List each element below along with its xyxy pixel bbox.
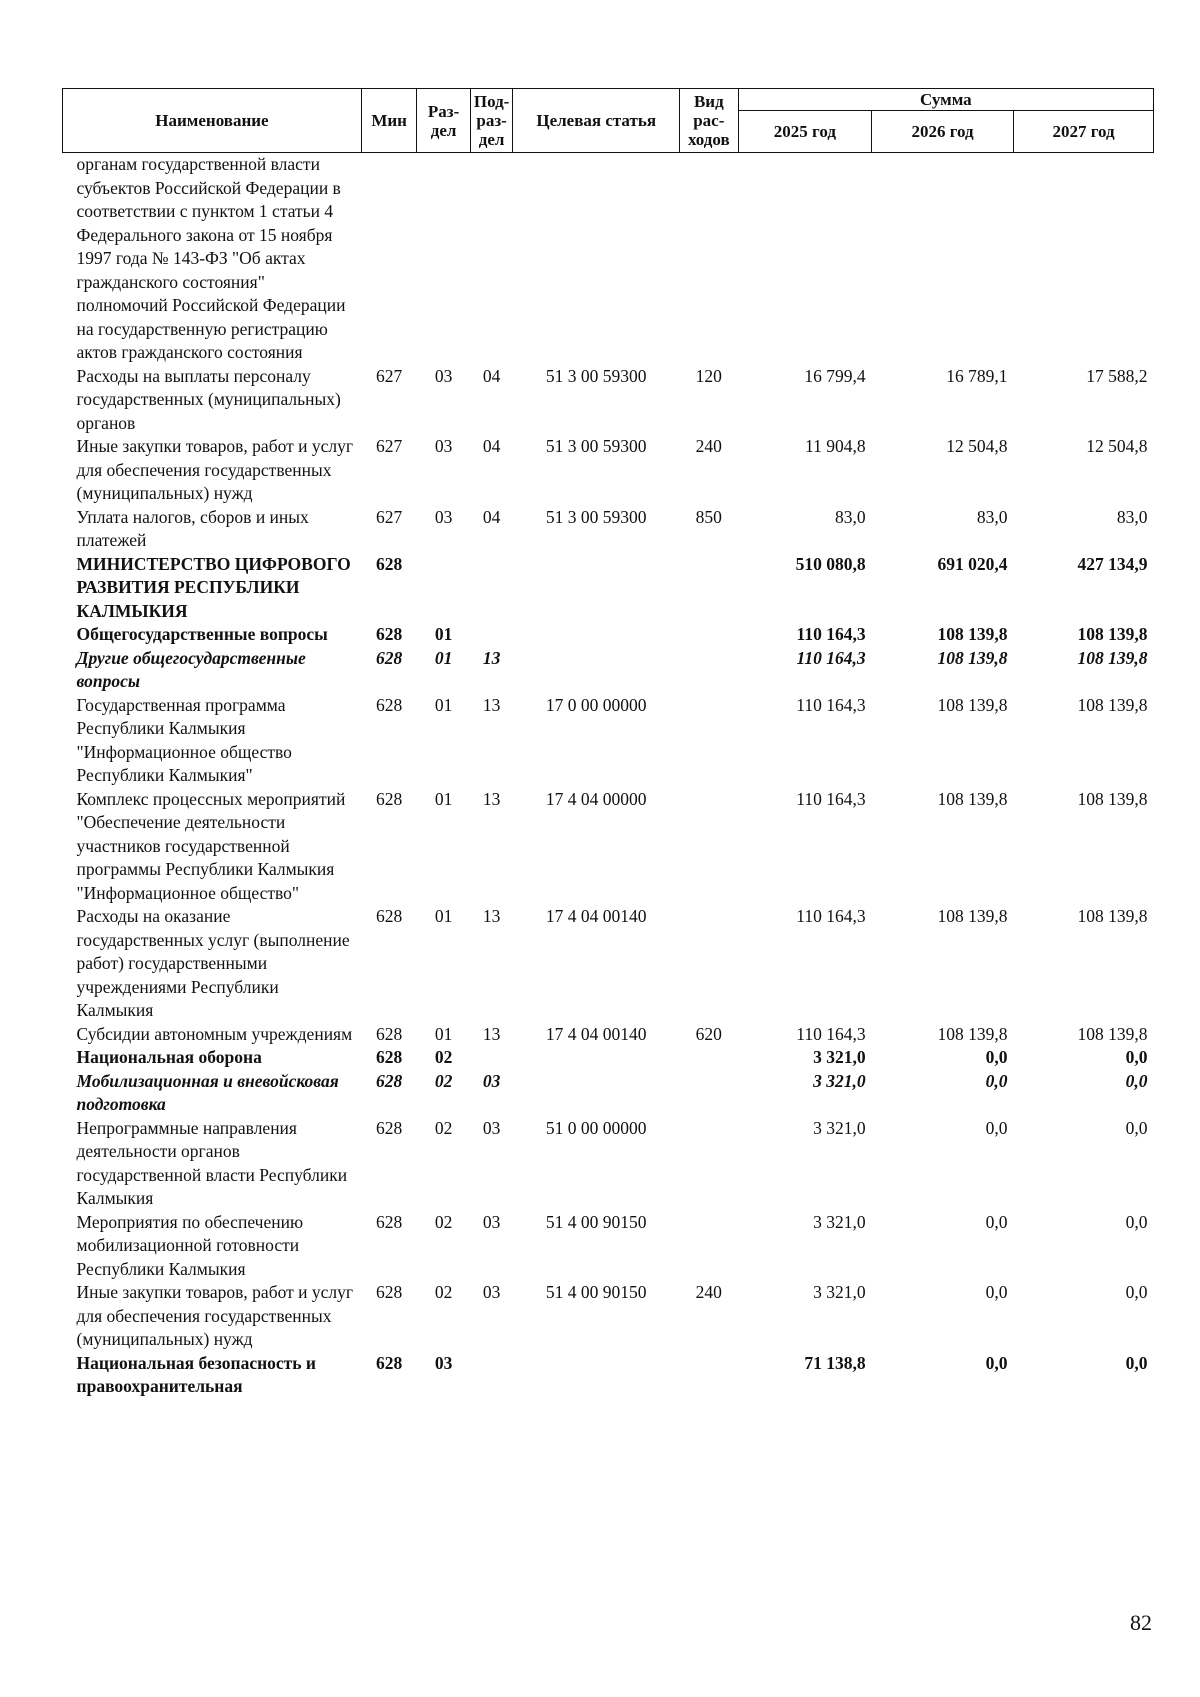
cell-2026: 12 504,8 — [946, 436, 1008, 456]
cell-2025: 110 164,3 — [796, 694, 866, 715]
cell-tselevaya — [513, 153, 680, 365]
cell-razdel: 02 — [434, 1282, 453, 1302]
cell-tselevaya — [513, 1046, 680, 1070]
cell-vid — [679, 647, 738, 694]
cell-min: 628 — [376, 1282, 403, 1302]
cell-2026: 83,0 — [976, 506, 1008, 527]
cell-tselevaya: 51 3 00 59300 — [545, 506, 647, 527]
cell-min: 628 — [376, 788, 403, 809]
cell-vid — [679, 153, 738, 365]
cell-2027: 83,0 — [1116, 506, 1148, 527]
budget-table — [62, 88, 1154, 1399]
cell-vid — [679, 553, 738, 624]
cell-razdel: 02 — [434, 1070, 453, 1091]
cell-name: Национальная оборона — [76, 1047, 262, 1067]
cell-name: Общегосударственные вопросы — [76, 624, 328, 644]
cell-2027: 108 139,8 — [1077, 647, 1148, 668]
cell-vid: 120 — [695, 365, 722, 386]
cell-2025: 3 321,0 — [813, 1070, 866, 1091]
cell-2025: 110 164,3 — [796, 647, 866, 668]
cell-2025: 110 164,3 — [796, 788, 866, 809]
cell-vid — [679, 905, 738, 1023]
cell-2026: 108 139,8 — [937, 1023, 1008, 1044]
cell-podrazdel: 04 — [482, 436, 501, 456]
cell-2025: 71 138,8 — [804, 1352, 866, 1373]
cell-min: 627 — [376, 365, 403, 386]
cell-2026: 108 139,8 — [937, 694, 1008, 715]
cell-tselevaya — [513, 623, 680, 647]
cell-podrazdel: 13 — [482, 788, 501, 809]
cell-razdel — [417, 553, 470, 624]
cell-2027: 108 139,8 — [1077, 788, 1148, 809]
table-row — [63, 1281, 1154, 1352]
cell-podrazdel — [470, 153, 513, 365]
cell-vid — [679, 1352, 738, 1399]
cell-name: Иные закупки товаров, работ и услуг для обеспечения государственных (муниципальных) нужд — [76, 436, 354, 503]
table-row — [63, 1211, 1154, 1282]
table-row — [63, 553, 1154, 624]
cell-vid — [679, 1046, 738, 1070]
cell-2025: 3 321,0 — [813, 1047, 866, 1067]
cell-2025: 3 321,0 — [813, 1211, 866, 1232]
cell-min: 628 — [376, 906, 403, 926]
cell-2025: 3 321,0 — [813, 1117, 866, 1138]
budget-table-page — [62, 88, 1154, 1399]
cell-2025: 110 164,3 — [796, 1023, 866, 1044]
cell-podrazdel: 04 — [482, 506, 501, 527]
cell-tselevaya: 51 0 00 00000 — [545, 1117, 647, 1138]
cell-2025: 510 080,8 — [795, 553, 866, 574]
cell-razdel: 02 — [434, 1117, 453, 1138]
table-row — [63, 435, 1154, 506]
cell-podrazdel: 03 — [482, 1211, 501, 1232]
table-row — [63, 153, 1154, 365]
cell-2027: 0,0 — [1125, 1282, 1148, 1302]
cell-min: 628 — [376, 647, 403, 668]
header-summa: Сумма — [738, 89, 1153, 111]
cell-2027: 108 139,8 — [1077, 624, 1148, 644]
cell-2025: 83,0 — [834, 506, 866, 527]
table-row — [63, 788, 1154, 906]
cell-podrazdel: 13 — [482, 694, 501, 715]
cell-2026: 0,0 — [985, 1047, 1008, 1067]
cell-vid: 240 — [695, 436, 722, 456]
cell-tselevaya: 51 4 00 90150 — [545, 1282, 647, 1302]
cell-razdel — [417, 153, 470, 365]
cell-2026: 0,0 — [985, 1117, 1008, 1138]
header-2026: 2026 год — [872, 111, 1014, 153]
cell-podrazdel — [470, 1352, 513, 1399]
cell-tselevaya: 51 3 00 59300 — [545, 365, 647, 386]
cell-razdel: 03 — [434, 365, 453, 386]
cell-min: 628 — [376, 1047, 403, 1067]
cell-vid — [679, 1211, 738, 1282]
cell-vid — [679, 1117, 738, 1211]
cell-tselevaya — [513, 1070, 680, 1117]
cell-razdel: 01 — [434, 647, 453, 668]
cell-2027: 0,0 — [1125, 1070, 1148, 1091]
cell-2025 — [738, 153, 871, 365]
cell-razdel: 01 — [434, 1023, 453, 1044]
cell-2027: 0,0 — [1125, 1117, 1148, 1138]
table-row — [63, 1352, 1154, 1399]
cell-2025: 3 321,0 — [813, 1282, 866, 1302]
table-row — [63, 647, 1154, 694]
cell-name: Государственная программа Республики Калмыкия "Информационное общество Республики Калмыкия" — [76, 694, 292, 785]
cell-razdel: 03 — [434, 1352, 453, 1373]
cell-2026: 108 139,8 — [937, 624, 1008, 644]
cell-2026: 108 139,8 — [937, 788, 1008, 809]
cell-razdel: 03 — [434, 436, 453, 456]
header-podrazdel: Под-раз-дел — [470, 89, 513, 153]
cell-min: 628 — [376, 1117, 403, 1138]
cell-2026: 108 139,8 — [937, 906, 1008, 926]
cell-2027 — [1014, 153, 1154, 365]
cell-podrazdel: 03 — [482, 1282, 501, 1302]
cell-razdel: 02 — [434, 1047, 453, 1067]
cell-name: Другие общегосударственные вопросы — [76, 647, 306, 691]
cell-min: 628 — [376, 1352, 403, 1373]
cell-tselevaya: 17 4 04 00000 — [545, 788, 647, 809]
cell-vid — [679, 1070, 738, 1117]
table-row — [63, 1023, 1154, 1047]
cell-2027: 0,0 — [1125, 1211, 1148, 1232]
cell-2027: 427 134,9 — [1077, 553, 1148, 574]
table-row — [63, 1046, 1154, 1070]
cell-2027: 0,0 — [1125, 1352, 1148, 1373]
cell-name: Субсидии автономным учреждениям — [76, 1023, 353, 1044]
cell-podrazdel: 13 — [482, 647, 501, 668]
cell-2026: 0,0 — [985, 1070, 1008, 1091]
cell-razdel: 01 — [434, 906, 453, 926]
page-number: 82 — [1130, 1610, 1152, 1635]
cell-tselevaya — [513, 553, 680, 624]
cell-2027: 12 504,8 — [1086, 436, 1148, 456]
cell-2025: 110 164,3 — [796, 624, 866, 644]
cell-vid — [679, 694, 738, 788]
table-header — [63, 89, 1154, 153]
cell-2026 — [872, 153, 1014, 365]
cell-min: 627 — [376, 436, 403, 456]
cell-name: Расходы на выплаты персоналу государственных (муниципальных) органов — [76, 365, 341, 433]
cell-2026: 0,0 — [985, 1352, 1008, 1373]
cell-2027: 0,0 — [1125, 1047, 1148, 1067]
cell-2026: 691 020,4 — [937, 553, 1008, 574]
cell-vid: 620 — [695, 1023, 722, 1044]
cell-razdel: 01 — [434, 694, 453, 715]
cell-2027: 108 139,8 — [1077, 694, 1148, 715]
header-2025: 2025 год — [738, 111, 871, 153]
cell-podrazdel: 03 — [482, 1070, 501, 1091]
cell-tselevaya: 17 4 04 00140 — [545, 906, 647, 926]
cell-name: Расходы на оказание государственных услуг (выполнение работ) государственными учреждениями Республики Калмыкия — [76, 906, 350, 1020]
cell-vid: 850 — [695, 506, 722, 527]
cell-min — [361, 153, 417, 365]
cell-tselevaya: 17 0 00 00000 — [545, 694, 647, 715]
header-2027: 2027 год — [1014, 111, 1154, 153]
cell-podrazdel — [470, 553, 513, 624]
cell-name: Мероприятия по обеспечению мобилизационной готовности Республики Калмыкия — [76, 1211, 304, 1279]
header-min: Мин — [361, 89, 417, 153]
header-vid: Вид рас-ходов — [679, 89, 738, 153]
cell-razdel: 01 — [434, 788, 453, 809]
cell-name: МИНИСТЕРСТВО ЦИФРОВОГО РАЗВИТИЯ РЕСПУБЛИКИ КАЛМЫКИЯ — [76, 553, 351, 621]
cell-vid — [679, 788, 738, 906]
cell-min: 628 — [376, 1211, 403, 1232]
cell-min: 628 — [376, 694, 403, 715]
cell-tselevaya: 51 3 00 59300 — [545, 436, 647, 456]
table-row — [63, 623, 1154, 647]
cell-vid: 240 — [695, 1282, 722, 1302]
cell-2026: 108 139,8 — [937, 647, 1008, 668]
table-row — [63, 365, 1154, 436]
cell-podrazdel: 13 — [482, 1023, 501, 1044]
cell-tselevaya: 51 4 00 90150 — [545, 1211, 647, 1232]
cell-2025: 11 904,8 — [804, 436, 866, 456]
cell-name: органам государственной власти субъектов Российской Федерации в соответствии с пунктом 1 статьи 4 Федерального закона от 15 ноября 1997 года № 143-ФЗ "Об актах гражданского состояния" полномочий Российской Федерации на государственную регистрацию актов гражданского состояния — [76, 154, 346, 362]
table-row — [63, 905, 1154, 1023]
cell-min: 628 — [376, 553, 403, 574]
table-row — [63, 506, 1154, 553]
cell-name: Уплата налогов, сборов и иных платежей — [76, 506, 309, 550]
cell-2025: 110 164,3 — [796, 906, 866, 926]
cell-tselevaya — [513, 1352, 680, 1399]
table-row — [63, 694, 1154, 788]
cell-podrazdel: 04 — [482, 365, 501, 386]
table-body — [63, 153, 1154, 1399]
cell-razdel: 02 — [434, 1211, 453, 1232]
cell-min: 628 — [376, 1070, 403, 1091]
cell-2025: 16 799,4 — [804, 365, 866, 386]
cell-razdel: 01 — [434, 624, 453, 644]
cell-min: 628 — [376, 624, 403, 644]
cell-podrazdel — [470, 623, 513, 647]
cell-podrazdel: 03 — [482, 1117, 501, 1138]
cell-name: Мобилизационная и вневойсковая подготовка — [76, 1070, 339, 1114]
cell-2026: 0,0 — [985, 1282, 1008, 1302]
cell-2026: 0,0 — [985, 1211, 1008, 1232]
cell-name: Национальная безопасность и правоохранительная — [76, 1352, 316, 1396]
cell-2027: 17 588,2 — [1086, 365, 1148, 386]
cell-2027: 108 139,8 — [1077, 906, 1148, 926]
cell-min: 627 — [376, 506, 403, 527]
cell-vid — [679, 623, 738, 647]
cell-name: Непрограммные направления деятельности органов государственной власти Республики Калмыкия — [76, 1117, 348, 1208]
cell-tselevaya — [513, 647, 680, 694]
cell-name: Комплекс процессных мероприятий "Обеспечение деятельности участников государственной программы Республики Калмыкия "Информационное общество" — [76, 788, 346, 903]
table-row — [63, 1117, 1154, 1211]
cell-2027: 108 139,8 — [1077, 1023, 1148, 1044]
cell-razdel: 03 — [434, 506, 453, 527]
cell-2026: 16 789,1 — [946, 365, 1008, 386]
cell-min: 628 — [376, 1023, 403, 1044]
header-razdel: Раз-дел — [417, 89, 470, 153]
header-name: Наименование — [63, 89, 362, 153]
cell-podrazdel: 13 — [482, 906, 501, 926]
header-tselevaya: Целевая статья — [513, 89, 680, 153]
cell-podrazdel — [470, 1046, 513, 1070]
cell-tselevaya: 17 4 04 00140 — [545, 1023, 647, 1044]
table-row — [63, 1070, 1154, 1117]
cell-name: Иные закупки товаров, работ и услуг для обеспечения государственных (муниципальных) нужд — [76, 1282, 354, 1349]
